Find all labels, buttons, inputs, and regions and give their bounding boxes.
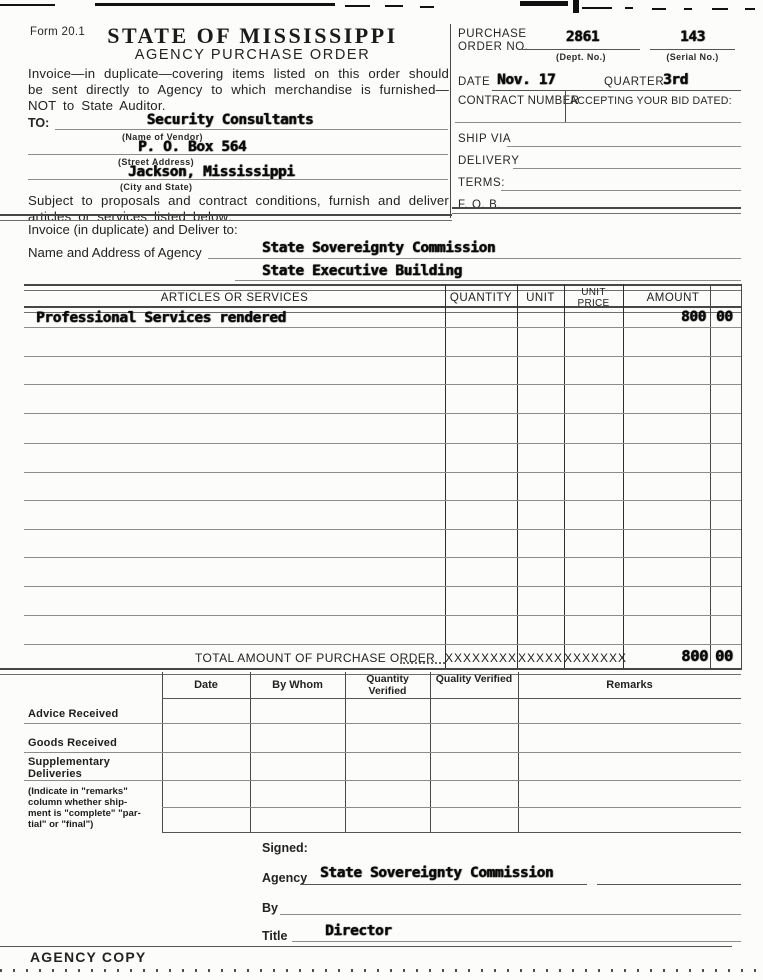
amount-col-line: [623, 284, 624, 670]
row-label-goods-received: Goods Received: [28, 737, 117, 749]
total-amount-dollars: 800: [681, 647, 708, 665]
vendor-city-line: [28, 179, 448, 180]
col-header-articles: ARTICLES OR SERVICES: [160, 292, 309, 304]
delivery-line: [513, 168, 741, 169]
cents-divider-line: [710, 284, 711, 670]
unit-price-col-line: [564, 284, 565, 670]
col-header-amount: AMOUNT: [646, 292, 700, 304]
date-line: [492, 90, 741, 91]
bid-dated-label: ACCEPTING YOUR BID DATED:: [570, 95, 732, 107]
total-label: TOTAL AMOUNT OF PURCHASE ORDER: [195, 651, 436, 665]
footer-divider-line: [0, 946, 732, 947]
signature-agency-line2: [597, 884, 741, 885]
agency-name-value: State Sovereignty Commission: [262, 240, 496, 256]
fob-label: F. O. B.: [458, 199, 502, 211]
vcol-header-date: Date: [194, 679, 218, 691]
right-section-divider: [452, 207, 741, 214]
contract-number-label: CONTRACT NUMBER: [458, 95, 580, 107]
form-number: Form 20.1: [30, 26, 86, 38]
unit-col-line: [517, 284, 518, 670]
signature-agency-value: State Sovereignty Commission: [320, 865, 554, 881]
terms-line: [501, 190, 741, 191]
vcol-header-quality-verified: Quality Verified: [435, 673, 513, 685]
vcol-header-by-whom: By Whom: [272, 679, 323, 691]
vendor-name-line: [55, 129, 448, 130]
vcol-header-remarks: Remarks: [606, 679, 653, 691]
remarks-note-line1: (Indicate in "remarks": [28, 786, 128, 797]
delivery-label: DELIVERY: [458, 155, 520, 167]
signature-title-value: Director: [325, 923, 392, 939]
serial-no-value: 143: [680, 29, 705, 45]
subject-note: Subject to proposals and contract conditions, furnish and deliver articles or services listed below:: [28, 193, 449, 224]
po-label-line1: PURCHASE: [458, 28, 527, 40]
remarks-note-line2: column whether ship-: [28, 797, 128, 808]
col-header-unit: UNIT: [526, 292, 555, 304]
total-leader-dots: [400, 662, 445, 664]
instructions-text: Invoice—in duplicate—covering items listed on this order should be sent directly to Agency to which merchandise is furnished—NOT to State Auditor.: [28, 66, 449, 113]
agency-address-label: Name and Address of Agency: [28, 245, 202, 260]
vendor-name-value: Security Consultants: [146, 112, 314, 128]
remarks-note-line4: tial" or "final"): [28, 819, 94, 830]
item-amount-cents: 00: [716, 309, 733, 325]
dept-no-caption: (Dept. No.): [556, 52, 606, 62]
vendor-city-caption: (City and State): [120, 182, 193, 192]
total-unit-price-fill: XXXXXXX: [564, 651, 628, 665]
vendor-street-value: P. O. Box 564: [138, 139, 247, 155]
row-label-advice-received: Advice Received: [28, 708, 119, 720]
vcol-header-quantity-verified: Quantity Verified: [366, 673, 409, 697]
agency-address-value: State Executive Building: [262, 263, 462, 279]
scan-artifact-bottom: [0, 969, 763, 972]
column-divider-line: [450, 24, 451, 218]
quarter-label: QUARTER: [604, 76, 665, 88]
signature-title-line: [292, 941, 741, 942]
document-subtitle: AGENCY PURCHASE ORDER: [134, 47, 371, 63]
signed-label: Signed:: [262, 841, 308, 855]
ship-via-line: [507, 146, 741, 147]
left-section-divider: [0, 214, 452, 221]
total-quantity-fill: XXXXXXXX: [445, 651, 518, 665]
date-label: DATE: [458, 76, 491, 88]
total-amount-cents: 00: [715, 647, 733, 665]
dept-no-line: [522, 49, 640, 50]
copy-designation: AGENCY COPY: [30, 949, 147, 965]
vendor-city-value: Jackson, Mississippi: [128, 164, 295, 180]
to-label: TO:: [28, 116, 50, 130]
col-header-unit-price: UNIT PRICE: [577, 287, 610, 309]
document-title: STATE OF MISSISSIPPI: [107, 23, 398, 48]
contract-box-divider: [565, 91, 566, 122]
signature-agency-line: [300, 884, 587, 885]
dept-no-value: 2861: [565, 29, 600, 45]
vendor-street-line: [28, 154, 448, 155]
item-description: Professional Services rendered: [36, 310, 286, 326]
serial-no-line: [650, 49, 735, 50]
item-amount-dollars: 800: [681, 309, 706, 325]
items-table-top-border: [24, 284, 741, 291]
table-right-border: [741, 284, 742, 670]
remarks-note-line3: ment is "complete" "par-: [28, 808, 141, 819]
signature-agency-label: Agency: [262, 871, 308, 885]
contract-box-line: [455, 122, 741, 123]
vendor-street-caption: (Street Address): [118, 157, 195, 167]
total-unit-fill: XXXXX: [517, 651, 564, 665]
signature-title-label: Title: [262, 929, 288, 943]
date-value: Nov. 17: [497, 72, 556, 88]
vendor-name-caption: (Name of Vendor): [122, 132, 203, 142]
signature-by-line: [280, 914, 741, 915]
terms-label: TERMS:: [458, 177, 506, 189]
ship-via-label: SHIP VIA: [458, 133, 512, 145]
po-label-line2: ORDER NO.: [458, 41, 529, 53]
signature-by-label: By: [262, 901, 278, 915]
col-header-quantity: QUANTITY: [449, 292, 513, 304]
quarter-value: 3rd: [663, 72, 688, 88]
agency-name-line: [208, 258, 741, 259]
serial-no-caption: (Serial No.): [666, 52, 719, 62]
invoice-deliver-note: Invoice (in duplicate) and Deliver to:: [28, 222, 238, 237]
row-label-supplementary-deliveries: Supplementary Deliveries: [28, 756, 111, 781]
quantity-col-line: [445, 284, 446, 670]
agency-address-line: [235, 280, 741, 281]
